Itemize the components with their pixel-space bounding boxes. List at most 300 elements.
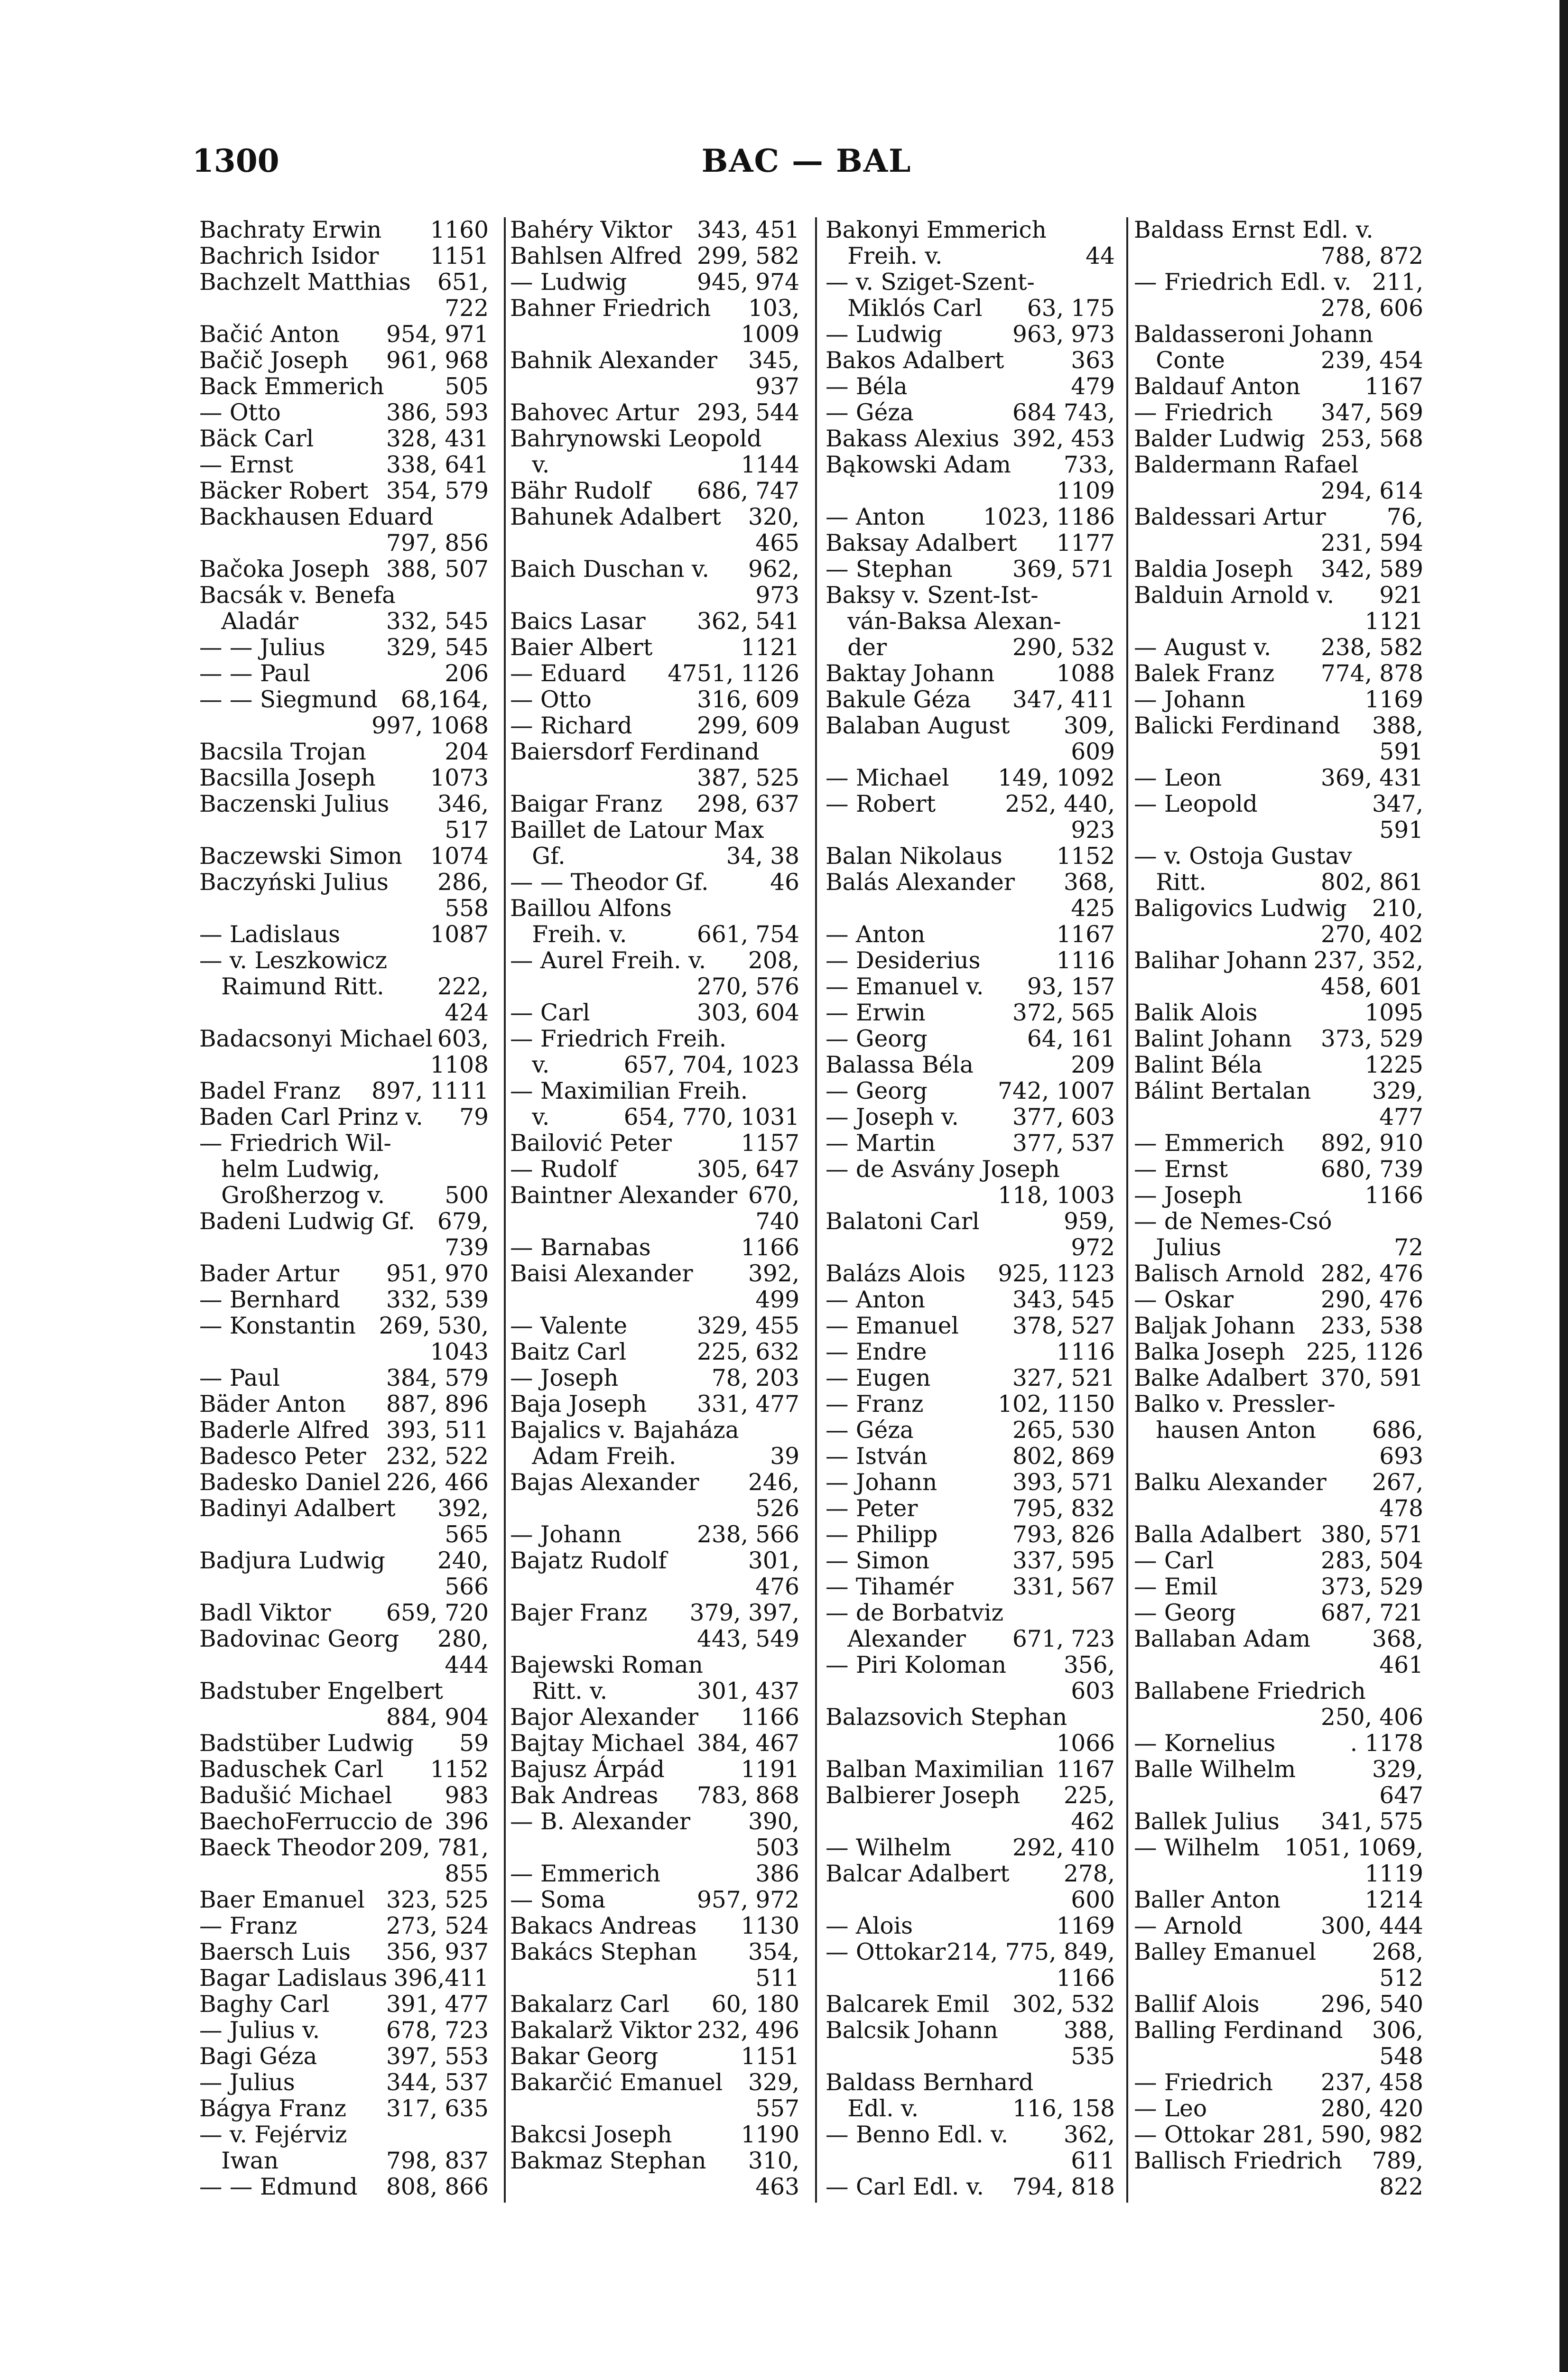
entry-pages: 500: [445, 1182, 489, 1209]
entry-name: Bajalics v. Bajaháza: [510, 1417, 739, 1444]
index-entry: [1134, 400, 1423, 426]
index-entry: [510, 1444, 799, 1470]
index-entry: [510, 556, 799, 583]
entry-name: — de Borbatviz: [826, 1600, 1004, 1626]
entry-pages: 332, 539: [386, 1287, 489, 1313]
entry-name: — Arnold: [1134, 1913, 1243, 1939]
index-entry: [199, 348, 489, 374]
entry-pages: 329, 545: [386, 634, 489, 661]
index-entry: [510, 1913, 799, 1939]
entry-name: Baintner Alexander: [510, 1182, 738, 1209]
index-entry: [826, 1757, 1115, 1783]
index-entry: [510, 609, 799, 635]
entry-name: Balihar Johann: [1134, 947, 1308, 974]
index-entry: [1134, 1705, 1423, 1731]
entry-pages: 1190: [741, 2122, 799, 2148]
index-entry: [199, 1913, 489, 1939]
entry-name: Balaban August: [826, 713, 1010, 739]
index-entry: [510, 2070, 799, 2096]
entry-name: Bahéry Viktor: [510, 217, 672, 243]
index-entry: [510, 1757, 799, 1783]
index-entry: [199, 2122, 489, 2148]
entry-pages: 233, 538: [1321, 1313, 1423, 1339]
entry-name: Baigar Franz: [510, 791, 663, 817]
entry-name: Baldermann Rafael: [1134, 452, 1359, 478]
index-entry: [1134, 1209, 1423, 1235]
index-entry: [1134, 1391, 1423, 1418]
entry-pages: 897, 1111: [371, 1078, 489, 1104]
entry-name: Großherzog v.: [199, 1182, 385, 1209]
entry-pages: 822: [1379, 2174, 1423, 2200]
entry-pages: 356,: [1064, 1652, 1115, 1678]
entry-pages: 388, 507: [386, 556, 489, 583]
entry-pages: 600: [1071, 1887, 1115, 1913]
entry-pages: 686,: [1372, 1417, 1423, 1444]
index-entry: [510, 1574, 799, 1600]
index-entry: [510, 1418, 799, 1444]
entry-name: Baer Emanuel: [199, 1887, 365, 1913]
entry-pages: 368,: [1372, 1626, 1423, 1652]
index-entry: [826, 1992, 1115, 2018]
entry-pages: 280, 420: [1321, 2095, 1423, 2122]
entry-name: Aladár: [199, 608, 298, 635]
index-entry: [1134, 1078, 1423, 1104]
entry-pages: 79: [459, 1104, 489, 1130]
entry-name: Bačič Joseph: [199, 347, 349, 374]
entry-name: — Ottokar: [1134, 2122, 1254, 2148]
entry-name: — Emmerich: [1134, 1130, 1285, 1157]
index-entry: [510, 374, 799, 400]
index-column-3: [826, 217, 1115, 2200]
entry-pages: 983: [445, 1782, 489, 1809]
entry-name: Baljak Johann: [1134, 1313, 1296, 1339]
entry-name: — Philipp: [826, 1521, 938, 1548]
index-entry: [199, 530, 489, 556]
entry-name: Bakonyi Emmerich: [826, 217, 1047, 243]
entry-name: Ballek Julius: [1134, 1808, 1280, 1835]
index-entry: [1134, 1992, 1423, 2018]
entry-name: — Richard: [510, 713, 632, 739]
index-entry: [510, 1992, 799, 2018]
entry-pages: 64, 161: [1027, 1026, 1115, 1052]
index-entry: [826, 426, 1115, 452]
entry-name: Baeck Theodor: [199, 1835, 375, 1861]
index-entry: [199, 296, 489, 322]
entry-pages: 116, 158: [1012, 2095, 1115, 2122]
entry-pages: 686, 747: [697, 478, 799, 504]
entry-pages: 342, 589: [1321, 556, 1423, 583]
index-entry: [826, 348, 1115, 374]
entry-name: — Joseph v.: [826, 1104, 959, 1130]
entry-pages: 1121: [741, 634, 799, 661]
index-entry: [510, 843, 799, 870]
index-entry: [199, 1000, 489, 1026]
entry-pages: 1023, 1186: [983, 504, 1115, 530]
entry-pages: 535: [1071, 2043, 1115, 2070]
entry-pages: 373, 529: [1321, 1574, 1423, 1600]
entry-pages: 268,: [1372, 1939, 1423, 1965]
entry-pages: 511: [755, 1965, 799, 1992]
index-entry: [510, 922, 799, 948]
entry-name: — Alois: [826, 1913, 913, 1939]
index-entry: [826, 1313, 1115, 1339]
entry-pages: 290, 532: [1012, 634, 1115, 661]
entry-name: Badesco Peter: [199, 1443, 366, 1470]
index-entry: [510, 765, 799, 791]
entry-name: Bacsák v. Benefa: [199, 582, 396, 609]
index-entry: [510, 1600, 799, 1626]
index-entry: [199, 791, 489, 817]
index-entry: [1134, 2148, 1423, 2174]
index-entry: [1134, 896, 1423, 922]
entry-pages: 670,: [748, 1182, 799, 1209]
index-entry: [826, 896, 1115, 922]
entry-name: Bahovec Artur: [510, 399, 679, 426]
entry-pages: 380, 571: [1321, 1521, 1423, 1548]
index-entry: [199, 1705, 489, 1731]
entry-name: Ballisch Friedrich: [1134, 2148, 1342, 2174]
index-entry: [826, 269, 1115, 296]
entry-pages: 465: [755, 530, 799, 556]
index-entry: [826, 1418, 1115, 1444]
entry-name: Ritt.: [1134, 869, 1206, 896]
entry-pages: 478: [1379, 1495, 1423, 1522]
entry-pages: 925, 1123: [998, 1260, 1115, 1287]
index-entry: [1134, 1809, 1423, 1835]
entry-name: Ballaban Adam: [1134, 1626, 1311, 1652]
entry-pages: 611: [1071, 2148, 1115, 2174]
index-entry: [510, 1652, 799, 1678]
entry-pages: 740: [755, 1208, 799, 1235]
column-divider: [504, 217, 506, 2203]
index-entry: [826, 583, 1115, 609]
index-entry: [199, 1157, 489, 1183]
entry-name: Badeni Ludwig Gf.: [199, 1208, 415, 1235]
entry-pages: 1167: [1364, 373, 1423, 400]
entry-pages: 671, 723: [1012, 1626, 1115, 1652]
index-entry: [199, 1261, 489, 1287]
entry-name: Balbierer Joseph: [826, 1782, 1021, 1809]
entry-name: Bajer Franz: [510, 1600, 648, 1626]
entry-name: Baics Lasar: [510, 608, 646, 635]
index-entry: [199, 504, 489, 530]
index-entry: [1134, 687, 1423, 713]
entry-name: Bačić Anton: [199, 321, 340, 348]
index-entry: [826, 1939, 1115, 1965]
index-entry: [199, 1887, 489, 1913]
index-entry: [199, 1313, 489, 1339]
entry-name: Bachrich Isidor: [199, 243, 379, 269]
entry-pages: 210,: [1372, 895, 1423, 922]
index-entry: [199, 1418, 489, 1444]
entry-name: Badovinac Georg: [199, 1626, 399, 1652]
entry-pages: 362,: [1064, 2122, 1115, 2148]
index-entry: [826, 870, 1115, 896]
entry-name: v.: [510, 1052, 550, 1078]
entry-name: — de Nemes-Csó: [1134, 1208, 1332, 1235]
entry-pages: 396,411: [393, 1965, 489, 1992]
entry-pages: 657, 704, 1023: [623, 1052, 799, 1078]
index-entry: [510, 2096, 799, 2122]
entry-name: Bakar Georg: [510, 2043, 659, 2070]
index-entry: [826, 478, 1115, 504]
entry-pages: 808, 866: [386, 2174, 489, 2200]
entry-pages: 1152: [1056, 843, 1115, 870]
index-entry: [826, 974, 1115, 1000]
entry-name: Bajatz Rudolf: [510, 1547, 667, 1574]
index-entry: [1134, 478, 1423, 504]
entry-pages: 290, 476: [1321, 1287, 1423, 1313]
index-entry: [1134, 635, 1423, 661]
entry-pages: 1121: [1364, 608, 1423, 635]
index-entry: [510, 1078, 799, 1104]
index-entry: [1134, 1548, 1423, 1574]
index-entry: [199, 217, 489, 243]
entry-pages: 1166: [741, 1234, 799, 1261]
entry-pages: 972: [1071, 1234, 1115, 1261]
entry-pages: 60, 180: [711, 1991, 799, 2018]
entry-pages: 1152: [430, 1756, 489, 1783]
index-entry: [199, 661, 489, 687]
entry-pages: 369, 571: [1012, 556, 1115, 583]
index-entry: [826, 739, 1115, 765]
index-entry: [199, 1783, 489, 1809]
entry-pages: 208,: [748, 947, 799, 974]
entry-name: — Erwin: [826, 1000, 926, 1026]
entry-pages: 512: [1379, 1965, 1423, 1992]
entry-name: Freih. v.: [826, 243, 943, 269]
entry-pages: 733,: [1064, 452, 1115, 478]
entry-pages: 204: [445, 739, 489, 765]
entry-pages: 1166: [1056, 1965, 1115, 1992]
entry-name: — Friedrich Wil-: [199, 1130, 391, 1157]
index-entry: [826, 1000, 1115, 1026]
entry-pages: 1116: [1056, 1339, 1115, 1365]
entry-name: Baja Joseph: [510, 1391, 647, 1418]
entry-name: — v. Fejérviz: [199, 2122, 347, 2148]
entry-pages: 788, 872: [1321, 243, 1423, 269]
entry-pages: 214, 775, 849,: [946, 1939, 1115, 1965]
entry-pages: 369, 431: [1321, 765, 1423, 791]
entry-name: Baczenski Julius: [199, 791, 390, 817]
entry-pages: 1130: [741, 1913, 799, 1939]
entry-pages: 443, 549: [697, 1626, 799, 1652]
index-entry: [199, 2096, 489, 2122]
entry-pages: 1166: [741, 1704, 799, 1731]
entry-name: Bachzelt Matthias: [199, 269, 411, 296]
index-entry: [199, 374, 489, 400]
entry-name: — Benno Edl. v.: [826, 2122, 1009, 2148]
entry-pages: 46: [770, 869, 799, 896]
entry-name: — Stephan: [826, 556, 953, 583]
entry-name: — — Edmund: [199, 2174, 358, 2200]
entry-pages: 684 743,: [1012, 399, 1115, 426]
entry-pages: 283, 504: [1321, 1547, 1423, 1574]
entry-pages: 329,: [748, 2069, 799, 2096]
entry-pages: 293, 544: [697, 399, 799, 426]
index-entry: [199, 243, 489, 269]
index-entry: [826, 1104, 1115, 1130]
entry-name: — Desiderius: [826, 947, 981, 974]
index-entry: [1134, 1626, 1423, 1652]
entry-pages: 368,: [1064, 869, 1115, 896]
column-divider: [815, 217, 817, 2203]
entry-pages: 957, 972: [697, 1887, 799, 1913]
index-entry: [826, 530, 1115, 556]
entry-name: Miklós Carl: [826, 295, 983, 322]
entry-name: Bakcsi Joseph: [510, 2122, 672, 2148]
entry-pages: 937: [755, 373, 799, 400]
entry-name: Balik Alois: [1134, 1000, 1258, 1026]
entry-pages: 1151: [430, 243, 489, 269]
entry-name: Balduin Arnold v.: [1134, 582, 1335, 609]
entry-pages: 305, 647: [697, 1156, 799, 1183]
index-entry: [199, 1287, 489, 1313]
index-entry: [199, 1130, 489, 1157]
entry-pages: 310,: [748, 2148, 799, 2174]
entry-pages: 329,: [1372, 1078, 1423, 1104]
entry-pages: 855: [445, 1861, 489, 1887]
index-entry: [199, 1209, 489, 1235]
index-entry: [510, 269, 799, 296]
index-entry: [510, 870, 799, 896]
entry-pages: 253, 568: [1321, 426, 1423, 452]
page-number: 1300: [192, 142, 279, 179]
entry-name: Badinyi Adalbert: [199, 1495, 396, 1522]
index-entry: [1134, 1287, 1423, 1313]
entry-pages: 237, 458: [1321, 2069, 1423, 2096]
entry-pages: 34, 38: [726, 843, 799, 870]
index-entry: [510, 1809, 799, 1835]
entry-name: — Ottokar: [826, 1939, 946, 1965]
index-entry: [1134, 1678, 1423, 1705]
entry-name: Backhausen Eduard: [199, 504, 434, 530]
index-entry: [826, 504, 1115, 530]
index-entry: [510, 1496, 799, 1522]
index-entry: [510, 1522, 799, 1548]
entry-pages: 386: [755, 1861, 799, 1887]
entry-pages: 76,: [1386, 504, 1423, 530]
entry-name: Balle Wilhelm: [1134, 1756, 1296, 1783]
entry-pages: 225,: [1064, 1782, 1115, 1809]
index-entry: [1134, 1939, 1423, 1965]
entry-pages: 444: [445, 1652, 489, 1678]
index-entry: [199, 400, 489, 426]
entry-name: Bajtay Michael: [510, 1730, 685, 1757]
index-entry: [826, 1574, 1115, 1600]
index-entry: [1134, 2174, 1423, 2200]
index-entry: [510, 1339, 799, 1365]
entry-name: Baldass Bernhard: [826, 2069, 1034, 2096]
entry-name: Baitz Carl: [510, 1339, 627, 1365]
index-column-2: [510, 217, 799, 2200]
entry-name: — Carl: [1134, 1547, 1214, 1574]
entry-name: — Aurel Freih. v.: [510, 947, 706, 974]
index-entry: [510, 452, 799, 478]
index-entry: [1134, 348, 1423, 374]
index-entry: [199, 1757, 489, 1783]
index-entry: [826, 1444, 1115, 1470]
index-entry: [199, 1365, 489, 1391]
entry-name: Baillet de Latour Max: [510, 817, 764, 843]
entry-pages: 269, 530,: [379, 1313, 489, 1339]
entry-pages: 687, 721: [1321, 1600, 1423, 1626]
entry-pages: 44: [1086, 243, 1115, 269]
entry-pages: 503: [755, 1835, 799, 1861]
entry-name: v.: [510, 1104, 550, 1130]
entry-pages: 1177: [1056, 530, 1115, 556]
index-entry: [1134, 1444, 1423, 1470]
entry-pages: 793, 826: [1012, 1521, 1115, 1548]
entry-pages: 794, 818: [1012, 2174, 1115, 2200]
entry-pages: 1169: [1364, 686, 1423, 713]
index-entry: [826, 1965, 1115, 1992]
entry-pages: 270, 402: [1321, 921, 1423, 948]
entry-pages: 1144: [741, 452, 799, 478]
entry-name: — Kornelius: [1134, 1730, 1276, 1757]
index-entry: [826, 322, 1115, 348]
entry-name: Ritt. v.: [510, 1678, 608, 1705]
entry-name: — Eugen: [826, 1365, 931, 1391]
entry-pages: 299, 582: [697, 243, 799, 269]
index-entry: [826, 1235, 1115, 1261]
index-entry: [1134, 2044, 1423, 2070]
entry-pages: 774, 878: [1321, 660, 1423, 687]
entry-name: Bahrynowski Leopold: [510, 426, 762, 452]
entry-name: Badjura Ludwig: [199, 1547, 385, 1574]
entry-pages: 961, 968: [386, 347, 489, 374]
index-entry: [1134, 2070, 1423, 2096]
index-entry: [826, 609, 1115, 635]
index-entry: [199, 843, 489, 870]
entry-pages: 317, 635: [386, 2095, 489, 2122]
index-entry: [199, 1965, 489, 1992]
entry-pages: 384, 579: [386, 1365, 489, 1391]
index-entry: [510, 739, 799, 765]
entry-name: — B. Alexander: [510, 1808, 691, 1835]
entry-name: — Peter: [826, 1495, 918, 1522]
entry-pages: 363: [1071, 347, 1115, 374]
index-entry: [510, 478, 799, 504]
entry-pages: 603: [1071, 1678, 1115, 1705]
entry-pages: 1087: [430, 921, 489, 948]
entry-pages: 951, 970: [386, 1260, 489, 1287]
entry-pages: 565: [445, 1521, 489, 1548]
index-entry: [826, 1548, 1115, 1574]
index-entry: [510, 817, 799, 843]
index-entry: [199, 1235, 489, 1261]
entry-name: BaechoFerruccio de: [199, 1808, 433, 1835]
entry-pages: 209, 781,: [379, 1835, 489, 1861]
entry-pages: 343, 545: [1012, 1287, 1115, 1313]
entry-name: Julius: [1134, 1234, 1222, 1261]
entry-name: Baldass Ernst Edl. v.: [1134, 217, 1373, 243]
entry-pages: 320,: [748, 504, 799, 530]
entry-name: Bacsila Trojan: [199, 739, 366, 765]
entry-pages: 103,: [748, 295, 799, 322]
index-entry: [510, 530, 799, 556]
entry-pages: 329,: [1372, 1756, 1423, 1783]
entry-name: — Paul: [199, 1365, 280, 1391]
index-entry: [510, 322, 799, 348]
entry-pages: 973: [755, 582, 799, 609]
index-entry: [199, 896, 489, 922]
index-entry: [510, 1783, 799, 1809]
entry-name: — Julius v.: [199, 2017, 320, 2044]
index-entry: [199, 635, 489, 661]
index-entry: [199, 1835, 489, 1861]
entry-pages: 238, 582: [1321, 634, 1423, 661]
